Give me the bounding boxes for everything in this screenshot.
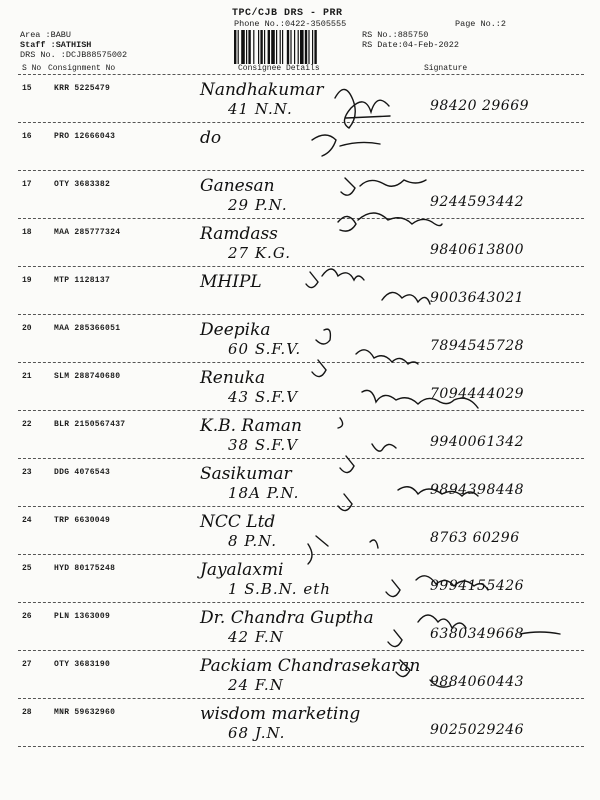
consignee-address-handwritten: 1 S.B.N. eth: [228, 580, 331, 598]
consignee-phone-handwritten: 7894545728: [430, 338, 525, 354]
consignee-name-handwritten: do: [200, 128, 222, 148]
row-serial-number: 19: [22, 276, 32, 285]
row-serial-number: 26: [22, 612, 32, 621]
barcode-bar: [287, 30, 289, 64]
row-divider: [18, 602, 584, 603]
row-divider: [18, 314, 584, 315]
row-consignment-number: PLN 1363009: [54, 612, 111, 621]
barcode-bar: [294, 30, 295, 64]
barcode-bar: [248, 30, 250, 64]
area-label: Area :BABU: [20, 30, 72, 40]
consignee-name-handwritten: Nandhakumar: [200, 80, 324, 100]
barcode-bar: [246, 30, 247, 64]
row-consignment-number: BLR 2150567437: [54, 420, 126, 429]
row-divider: [18, 266, 584, 267]
barcode-bar: [308, 30, 309, 64]
consignee-name-handwritten: Packiam Chandrasekaran: [200, 656, 421, 676]
row-consignment-number: OTY 3683382: [54, 180, 111, 189]
consignee-address-handwritten: 24 F.N: [228, 676, 284, 694]
consignee-name-handwritten: K.B. Raman: [200, 416, 302, 436]
consignee-address-handwritten: 8 P.N.: [228, 532, 278, 550]
column-header-consignee: Consignee Details: [238, 64, 320, 73]
rs-date: RS Date:04-Feb-2022: [362, 40, 459, 50]
row-divider: [18, 554, 584, 555]
consignee-name-handwritten: Dr. Chandra Guptha: [200, 608, 374, 628]
column-header-consignment: Consignment No: [48, 64, 116, 73]
row-divider: [18, 458, 584, 459]
row-consignment-number: MAA 285366051: [54, 324, 121, 333]
row-consignment-number: MAA 285777324: [54, 228, 121, 237]
consignee-address-handwritten: 27 K.G.: [228, 244, 292, 262]
row-divider: [18, 218, 584, 219]
staff-label: Staff :SATHISH: [20, 40, 92, 50]
consignee-name-handwritten: Ramdass: [200, 224, 278, 244]
consignee-address-handwritten: 43 S.F.V: [228, 388, 299, 406]
row-consignment-number: DDG 4076543: [54, 468, 111, 477]
barcode-bar: [253, 30, 254, 64]
row-consignment-number: MNR 59632960: [54, 708, 116, 717]
barcode-bar: [312, 30, 313, 64]
row-divider: [18, 362, 584, 363]
row-serial-number: 17: [22, 180, 32, 189]
column-header-sno: S No: [22, 64, 42, 73]
column-header-signature: Signature: [424, 64, 468, 73]
barcode-bar: [305, 30, 307, 64]
consignee-phone-handwritten: 8763 60296: [430, 530, 520, 546]
row-serial-number: 16: [22, 132, 32, 141]
row-consignment-number: SLM 288740680: [54, 372, 121, 381]
consignee-address-handwritten: 38 S.F.V: [228, 436, 299, 454]
consignee-phone-handwritten: 7094444029: [430, 386, 525, 402]
consignee-phone-handwritten: 9894398448: [430, 482, 525, 498]
barcode-bar: [238, 30, 239, 64]
row-consignment-number: KRR 5225479: [54, 84, 111, 93]
row-serial-number: 23: [22, 468, 32, 477]
consignee-name-handwritten: Ganesan: [200, 176, 275, 196]
row-divider: [18, 410, 584, 411]
consignee-name-handwritten: Deepika: [200, 320, 271, 340]
barcode-bar: [241, 30, 245, 64]
header-divider: [18, 74, 584, 75]
row-consignment-number: TRP 6630049: [54, 516, 111, 525]
row-divider: [18, 746, 584, 747]
consignee-phone-handwritten: 9003643021: [430, 290, 525, 306]
row-consignment-number: PRO 12666043: [54, 132, 116, 141]
consignee-name-handwritten: NCC Ltd: [200, 512, 276, 532]
consignee-phone-handwritten: 6380349668: [430, 626, 525, 642]
row-consignment-number: HYD 80175248: [54, 564, 116, 573]
barcode-bar: [260, 30, 262, 64]
consignee-name-handwritten: Renuka: [200, 368, 266, 388]
consignee-phone-handwritten: 9244593442: [430, 194, 525, 210]
barcode-image: [232, 30, 356, 64]
row-serial-number: 18: [22, 228, 32, 237]
consignee-address-handwritten: 42 F.N: [228, 628, 284, 646]
row-serial-number: 15: [22, 84, 32, 93]
row-serial-number: 21: [22, 372, 32, 381]
consignee-phone-handwritten: 9884060443: [430, 674, 525, 690]
consignee-address-handwritten: 29 P.N.: [228, 196, 288, 214]
row-serial-number: 25: [22, 564, 32, 573]
consignee-name-handwritten: Jayalaxmi: [200, 560, 284, 580]
document-title: TPC/CJB DRS - PRR: [232, 8, 343, 19]
row-divider: [18, 650, 584, 651]
consignee-address-handwritten: 68 J.N.: [228, 724, 286, 742]
row-divider: [18, 506, 584, 507]
consignee-name-handwritten: Sasikumar: [200, 464, 292, 484]
row-divider: [18, 122, 584, 123]
row-divider: [18, 698, 584, 699]
row-serial-number: 27: [22, 660, 32, 669]
row-consignment-number: OTY 3683190: [54, 660, 111, 669]
row-divider: [18, 170, 584, 171]
barcode-bar: [314, 30, 316, 64]
row-serial-number: 24: [22, 516, 32, 525]
barcode-bar: [271, 30, 275, 64]
barcode-bar: [298, 30, 299, 64]
consignee-phone-handwritten: 9025029246: [430, 722, 525, 738]
row-serial-number: 22: [22, 420, 32, 429]
consignee-phone-handwritten: 98420 29669: [430, 98, 530, 114]
consignee-address-handwritten: 60 S.F.V.: [228, 340, 302, 358]
barcode-bar: [276, 30, 277, 64]
barcode-bar: [290, 30, 291, 64]
consignee-phone-handwritten: 9840613800: [430, 242, 525, 258]
row-serial-number: 20: [22, 324, 32, 333]
phone-number: Phone No.:0422-3505555: [234, 19, 347, 29]
barcode-bar: [258, 30, 259, 64]
consignee-name-handwritten: MHIPL: [200, 272, 262, 292]
barcode-bar: [280, 30, 281, 64]
barcode-bar: [300, 30, 304, 64]
consignee-phone-handwritten: 9940061342: [430, 434, 525, 450]
page-number: Page No.:2: [455, 19, 507, 29]
consignee-name-handwritten: wisdom marketing: [200, 704, 361, 724]
barcode-bar: [282, 30, 283, 64]
row-serial-number: 28: [22, 708, 32, 717]
rs-number: RS No.:885750: [362, 30, 429, 40]
barcode-bar: [264, 30, 265, 64]
row-consignment-number: MTP 1128137: [54, 276, 111, 285]
drs-number: DRS No. :DCJB88575002: [20, 50, 128, 60]
consignee-phone-handwritten: 9994155426: [430, 578, 525, 594]
consignee-address-handwritten: 41 N.N.: [228, 100, 293, 118]
consignee-address-handwritten: 18A P.N.: [228, 484, 300, 502]
barcode-bar: [268, 30, 270, 64]
barcode-bar: [234, 30, 236, 64]
